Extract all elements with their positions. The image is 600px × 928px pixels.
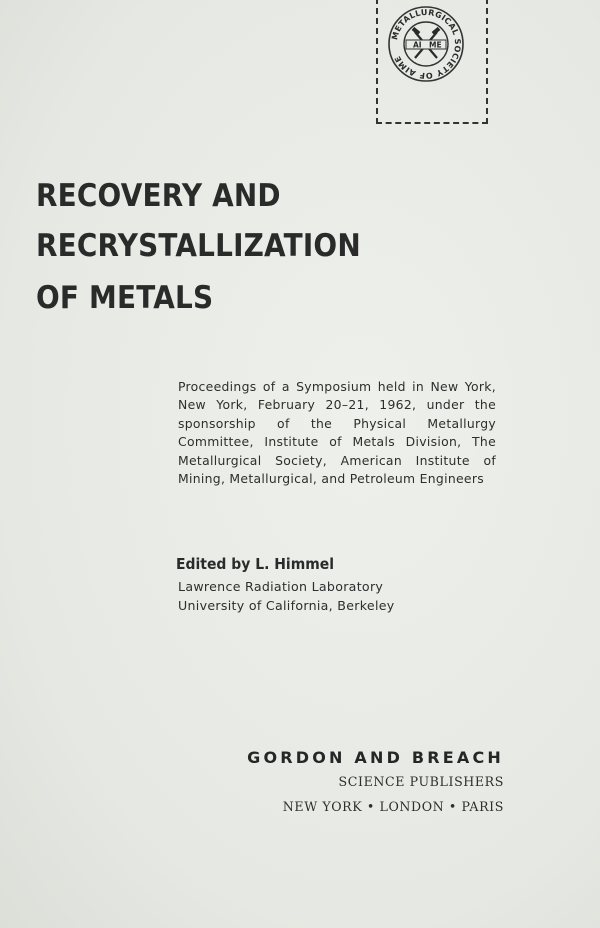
book-title-line-1: RECOVERY AND xyxy=(36,178,281,214)
editor-affiliation-university: University of California, Berkeley xyxy=(178,598,395,613)
seal-ring-text: METALLURGICAL SOCIETY OF AIME xyxy=(390,7,463,81)
book-title-line-2: RECRYSTALLIZATION xyxy=(36,228,361,264)
seal-center-right: ME xyxy=(429,40,442,50)
publisher-cities: NEW YORK • LONDON • PARIS xyxy=(282,799,504,814)
publisher-imprint: SCIENCE PUBLISHERS xyxy=(338,774,504,789)
society-seal-logo xyxy=(386,4,466,84)
publisher-name: GORDON AND BREACH xyxy=(247,748,504,767)
editor-credit: Edited by L. Himmel xyxy=(176,555,335,573)
proceedings-description: Proceedings of a Symposium held in New York, New York, February 20–21, 1962, under the sponsorship of the Physical Metallurgy Committee, Institute of Metals Division, The Metallurgical Society, American Institute of Mining, Metallurgical, and Petroleum Engineers xyxy=(178,379,496,487)
seal-center-left: AI xyxy=(413,40,422,50)
book-title-line-3: OF METALS xyxy=(36,280,214,316)
editor-affiliation-lab: Lawrence Radiation Laboratory xyxy=(178,579,384,594)
